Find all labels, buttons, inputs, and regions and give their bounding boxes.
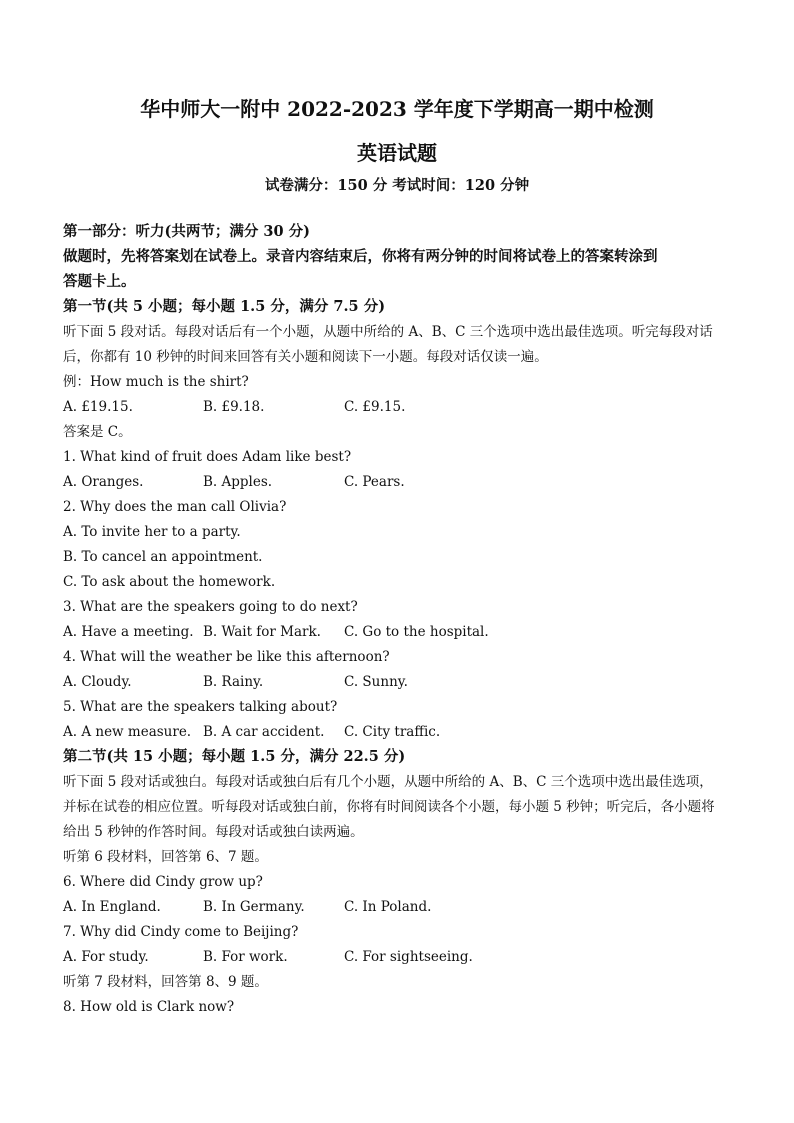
question-6-option-c: C. In Poland. xyxy=(344,899,432,915)
question-7: 7. Why did Cindy come to Beijing? xyxy=(63,924,299,940)
question-4-option-b: B. Rainy. xyxy=(203,674,264,690)
question-6-option-a: A. In England. xyxy=(63,899,161,915)
question-6-option-b: B. In Germany. xyxy=(203,899,305,915)
question-2-option-b: B. To cancel an appointment. xyxy=(63,549,263,565)
example-option-a: A. £19.15. xyxy=(63,399,133,415)
section2-desc-line3: 给出 5 秒钟的作答时间。每段对话或独白读两遍。 xyxy=(63,824,364,840)
question-1-option-a: A. Oranges. xyxy=(63,474,144,490)
example-question: 例：How much is the shirt? xyxy=(63,374,249,390)
question-5-option-c: C. City traffic. xyxy=(344,724,441,740)
question-1: 1. What kind of fruit does Adam like best? xyxy=(63,449,352,465)
example-option-b: B. £9.18. xyxy=(203,399,265,415)
question-4: 4. What will the weather be like this afternoon? xyxy=(63,649,390,665)
section2-desc-line2: 并标在试卷的相应位置。听每段对话或独白前，你将有时间阅读各个小题，每小题 5 秒钟；听完后，各小题将 xyxy=(63,799,715,815)
question-1-option-c: C. Pears. xyxy=(344,474,405,490)
question-3-option-b: B. Wait for Mark. xyxy=(203,624,321,640)
question-2-option-a: A. To invite her to a party. xyxy=(63,524,241,540)
question-7-option-c: C. For sightseeing. xyxy=(344,949,473,965)
section2-desc-line1: 听下面 5 段对话或独白。每段对话或独白后有几个小题，从题中所给的 A、B、C 三个选项中选出最佳选项， xyxy=(63,774,713,790)
question-6: 6. Where did Cindy grow up? xyxy=(63,874,263,890)
question-3-option-a: A. Have a meeting. xyxy=(63,624,194,640)
exam-title: 华中师大一附中 2022-2023 学年度下学期高一期中检测 xyxy=(140,97,654,121)
question-4-option-a: A. Cloudy. xyxy=(63,674,132,690)
question-5-option-a: A. A new measure. xyxy=(63,724,192,740)
question-2-option-c: C. To ask about the homework. xyxy=(63,574,276,590)
part1-instruction-line1: 做题时，先将答案划在试卷上。录音内容结束后，你将有两分钟的时间将试卷上的答案转涂到 xyxy=(63,248,658,265)
exam-info: 试卷满分：150 分 考试时间：120 分钟 xyxy=(264,177,530,194)
section1-desc-line1: 听下面 5 段对话。每段对话后有一个小题，从题中所给的 A、B、C 三个选项中选出最佳选项。听完每段对话 xyxy=(63,324,713,340)
material-7-note: 听第 7 段材料，回答第 8、9 题。 xyxy=(63,974,268,990)
question-5: 5. What are the speakers talking about? xyxy=(63,699,338,715)
subject-title: 英语试题 xyxy=(357,141,437,165)
section2-heading: 第二节(共 15 小题；每小题 1.5 分，满分 22.5 分) xyxy=(63,748,406,765)
question-7-option-a: A. For study. xyxy=(63,949,149,965)
example-answer: 答案是 C。 xyxy=(63,424,132,440)
material-6-note: 听第 6 段材料，回答第 6、7 题。 xyxy=(63,849,268,865)
question-4-option-c: C. Sunny. xyxy=(344,674,408,690)
question-8: 8. How old is Clark now? xyxy=(63,999,235,1015)
question-2: 2. Why does the man call Olivia? xyxy=(63,499,287,515)
part1-heading: 第一部分：听力(共两节；满分 30 分) xyxy=(63,223,310,240)
question-3: 3. What are the speakers going to do next? xyxy=(63,599,358,615)
question-7-option-b: B. For work. xyxy=(203,949,288,965)
question-5-option-b: B. A car accident. xyxy=(203,724,325,740)
section1-desc-line2: 后，你都有 10 秒钟的时间来回答有关小题和阅读下一小题。每段对话仅读一遍。 xyxy=(63,349,548,365)
part1-instruction-line2: 答题卡上。 xyxy=(63,273,136,290)
question-3-option-c: C. Go to the hospital. xyxy=(344,624,489,640)
example-option-c: C. £9.15. xyxy=(344,399,406,415)
section1-heading: 第一节(共 5 小题；每小题 1.5 分，满分 7.5 分) xyxy=(63,298,386,315)
question-1-option-b: B. Apples. xyxy=(203,474,273,490)
